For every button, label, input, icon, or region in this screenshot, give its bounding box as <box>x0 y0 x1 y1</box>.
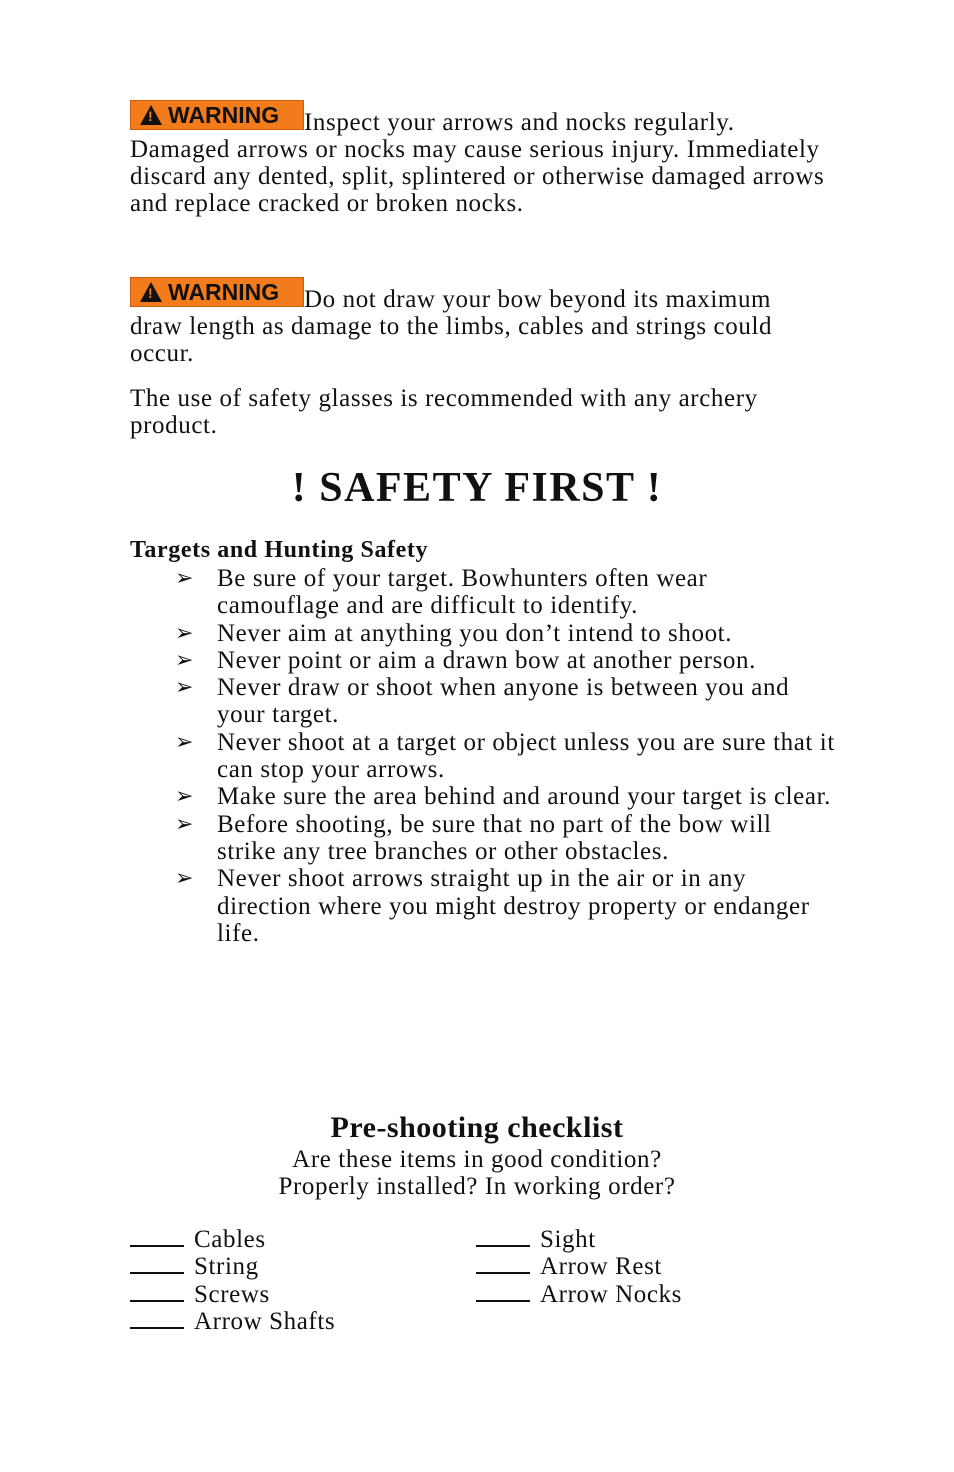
arrow-bullet-icon: ➢ <box>175 566 195 591</box>
checklist-item: Arrow Nocks <box>476 1281 682 1308</box>
warning-text: Do not draw your bow beyond its maximum draw length as damage to the limbs, cables and strings could occur. <box>130 286 773 367</box>
list-item: ➢ Make sure the area behind and around your target is clear. <box>175 783 831 811</box>
arrow-bullet-icon: ➢ <box>175 675 195 701</box>
warning-text: Inspect your arrows and nocks regularly. Damaged arrows or nocks may cause serious injury. Immediately discard any dented, split, splintered or otherwise damaged arrows and replace cracked or broken nocks. <box>130 109 825 217</box>
checkbox-blank-line[interactable] <box>130 1299 184 1302</box>
list-item: ➢ Never shoot arrows straight up in the air or in any direction where you might destroy property or endanger life. <box>175 865 810 947</box>
checklist-item: Arrow Rest <box>476 1253 682 1280</box>
checklist-left-column <box>130 1226 335 1335</box>
checklist-item: Cables <box>130 1226 335 1253</box>
checkbox-blank-line[interactable] <box>130 1326 184 1329</box>
checklist-item: Arrow Shafts <box>130 1308 335 1335</box>
warning-badge: !WARNING <box>130 100 304 130</box>
list-item: ➢ Never point or aim a drawn bow at another person. <box>175 646 756 674</box>
arrow-bullet-icon: ➢ <box>175 647 195 673</box>
list-item: ➢ Never shoot at a target or object unless you are sure that it can stop your arrows. <box>175 728 835 784</box>
arrow-bullet-icon: ➢ <box>175 620 195 646</box>
list-item: ➢ Never draw or shoot when anyone is between you and your target. <box>175 674 790 729</box>
page-headline: ! SAFETY FIRST ! <box>291 465 663 511</box>
warning-triangle-icon <box>140 282 162 302</box>
checklist-subtitle-line-2: Properly installed? In working order? <box>278 1173 676 1200</box>
warning-badge: !WARNING <box>130 277 304 307</box>
checklist-right-column <box>476 1226 682 1308</box>
checkbox-blank-line[interactable] <box>476 1271 530 1274</box>
arrow-bullet-icon: ➢ <box>175 784 195 810</box>
arrow-bullet-icon: ➢ <box>175 866 195 892</box>
checklist-item: Screws <box>130 1281 335 1308</box>
checklist-item: Sight <box>476 1226 682 1253</box>
checklist-subtitle-line-1: Are these items in good condition? <box>292 1146 662 1173</box>
warning-triangle-icon <box>140 105 162 125</box>
list-item: ➢ Never aim at anything you don’t intend to shoot. <box>175 619 733 647</box>
warning-paragraph-arrows <box>130 100 830 217</box>
section-heading: Targets and Hunting Safety <box>130 537 429 563</box>
checklist-title: Pre-shooting checklist <box>330 1111 624 1144</box>
checkbox-blank-line[interactable] <box>476 1244 530 1247</box>
warning-paragraph-draw-length <box>130 277 830 367</box>
safety-glasses-note: The use of safety glasses is recommended with any archery product. <box>130 385 758 439</box>
safety-bullet-list <box>175 565 835 947</box>
checkbox-blank-line[interactable] <box>130 1271 184 1274</box>
checklist-item: String <box>130 1253 335 1280</box>
list-item: ➢ Before shooting, be sure that no part of the bow will strike any tree branches or other obstacles. <box>175 810 772 865</box>
arrow-bullet-icon: ➢ <box>175 729 195 755</box>
arrow-bullet-icon: ➢ <box>175 811 195 837</box>
checkbox-blank-line[interactable] <box>130 1244 184 1247</box>
list-item: ➢ Be sure of your target. Bowhunters often wear camouflage and are difficult to identify. <box>175 565 708 620</box>
checkbox-blank-line[interactable] <box>476 1299 530 1302</box>
